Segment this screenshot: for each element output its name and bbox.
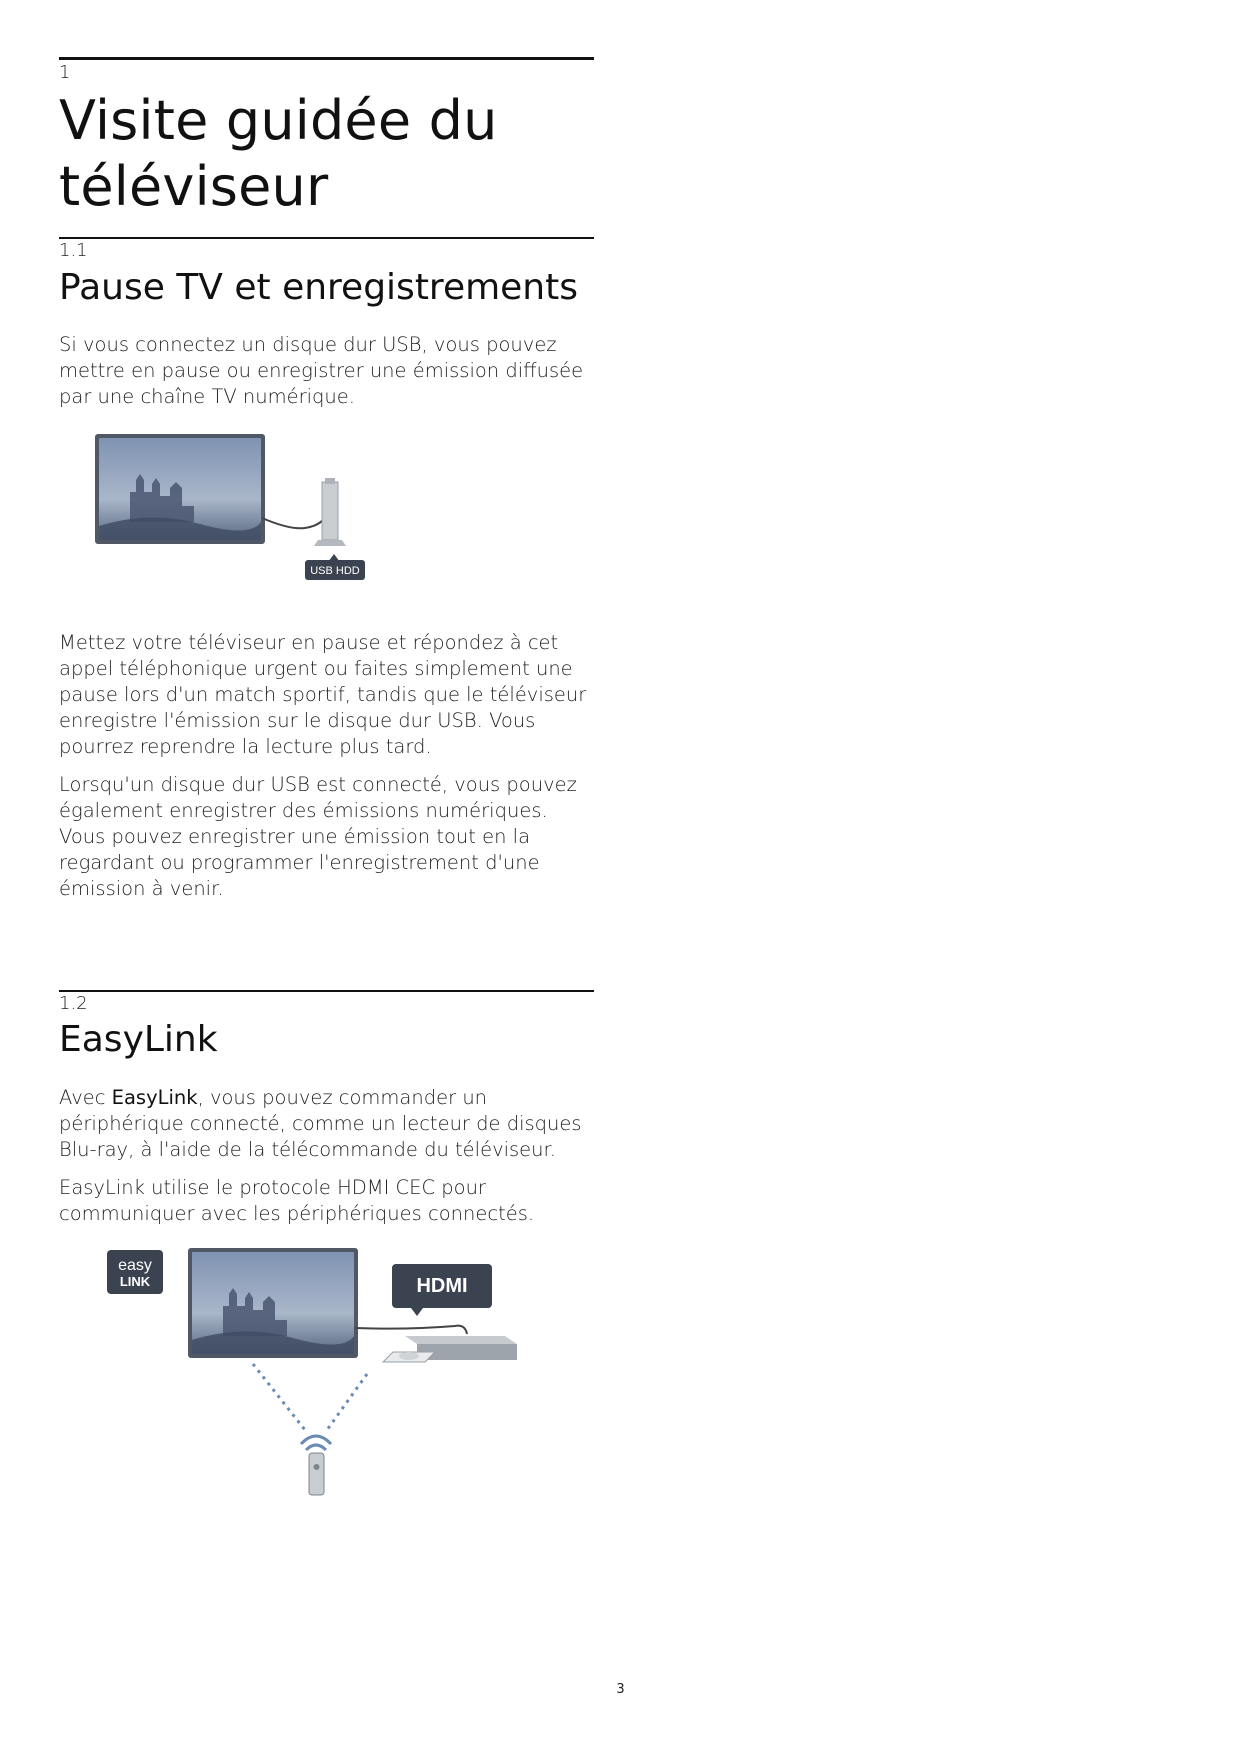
section-1-1-number: 1.1: [59, 240, 88, 261]
section-1-1-title: Pause TV et enregistrements: [59, 267, 578, 308]
section-1-1-rule: [59, 237, 594, 239]
page-number: 3: [616, 1682, 625, 1697]
section-1-2-rule: [59, 990, 594, 992]
hdmi-label: HDMI: [416, 1275, 468, 1297]
chapter-number: 1: [59, 62, 71, 83]
chapter-title: [59, 88, 619, 220]
easylink-figure: [105, 1248, 525, 1498]
remote-control-icon: [309, 1453, 324, 1495]
section-1-2-para1: [59, 1085, 599, 1163]
easylink-logo-easy: easy: [118, 1257, 152, 1274]
easylink-term: EasyLink: [111, 1086, 198, 1109]
section-1-2-title: EasyLink: [59, 1019, 218, 1060]
usb-hdd-figure: [90, 430, 390, 590]
tv-icon: [188, 1248, 358, 1358]
easylink-logo-link: LINK: [119, 1274, 151, 1289]
para1-before: Avec: [59, 1086, 112, 1109]
chapter-rule: [59, 57, 594, 60]
para1-after: , vous pouvez commander un périphérique connecté, comme un lecteur de disques Blu-ray, à l'aide de la télécommande du téléviseur.: [59, 1086, 582, 1161]
usb-hdd-icon: [314, 478, 346, 546]
remote-signal-right: [327, 1374, 367, 1430]
bluray-player-icon: [383, 1336, 517, 1362]
section-1-2-number: 1.2: [59, 993, 88, 1014]
wifi-waves-icon: [301, 1436, 331, 1450]
easylink-logo: [107, 1250, 163, 1294]
section-1-1-para2: Mettez votre téléviseur en pause et répondez à cet appel téléphonique urgent ou faites simplement une pause lors d'un match sportif, tandis que le téléviseur enregistre l'émission sur le disque dur USB. Vous pourrez reprendre la lecture plus tard.: [59, 631, 587, 758]
section-1-1-para3: Lorsqu'un disque dur USB est connecté, vous pouvez également enregistrer des émissions numériques. Vous pouvez enregistrer une émission tout en la regardant ou programmer l'enregistrement d'une émission à venir.: [59, 773, 577, 900]
usb-hdd-label: USB HDD: [310, 565, 360, 577]
section-1-2-para2: EasyLink utilise le protocole HDMI CEC pour communiquer avec les périphériques connectés.: [59, 1176, 535, 1225]
tv-icon: [95, 434, 265, 544]
usb-hdd-badge: [305, 554, 365, 580]
hdmi-badge: [392, 1264, 492, 1316]
chapter-title-line1: Visite guidée du: [59, 89, 498, 152]
chapter-title-line2: téléviseur: [59, 155, 329, 218]
section-1-1-para1: Si vous connectez un disque dur USB, vous pouvez mettre en pause ou enregistrer une émission diffusée par une chaîne TV numérique.: [59, 333, 584, 408]
remote-signal-left: [253, 1364, 305, 1430]
